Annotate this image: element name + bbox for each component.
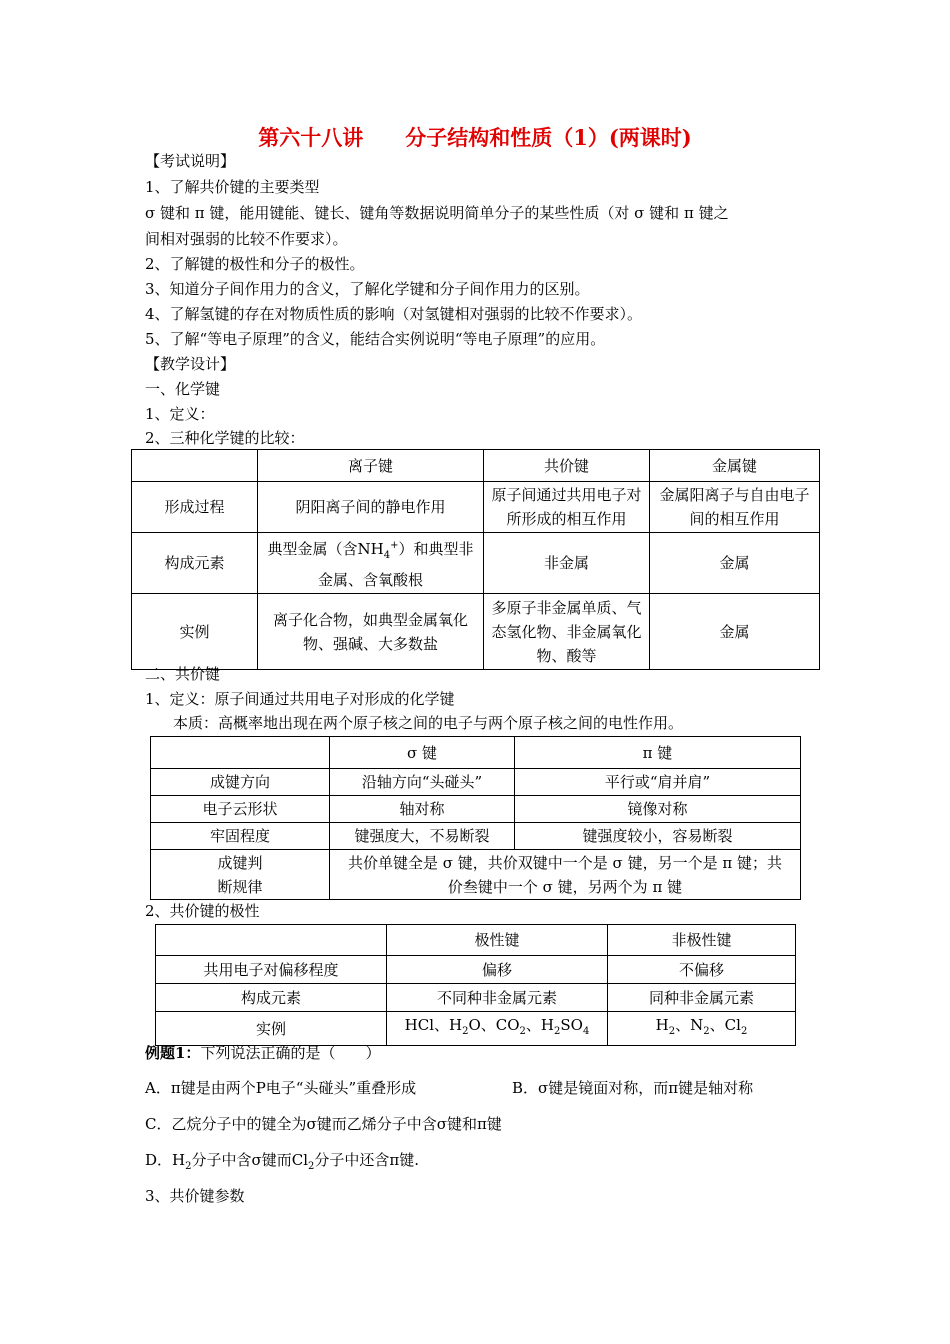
table-cell: 同种非金属元素	[608, 984, 796, 1012]
option-a: A．π键是由两个P电子“头碰头”重叠形成	[145, 1079, 417, 1097]
covalent-essence: 本质：高概率地出现在两个原子核之间的电子与两个原子核之间的电性作用。	[173, 714, 684, 732]
sigma-pi-table	[150, 736, 801, 900]
table-cell: 离子化合物，如典型金属氧化物、强碱、大多数盐	[258, 594, 484, 670]
example-question	[145, 1043, 380, 1063]
table-cell: 偏移	[387, 956, 608, 984]
table-row	[156, 925, 796, 956]
table-row	[151, 769, 801, 796]
example-stem: 下列说法正确的是（ ）	[200, 1044, 381, 1062]
option-b: B．σ键是镜面对称，而π键是轴对称	[512, 1079, 754, 1097]
table-cell	[156, 925, 387, 956]
table-cell: 阴阳离子间的静电作用	[258, 482, 484, 533]
covalent-definition: 1、定义：原子间通过共用电子对形成的化学键	[145, 690, 455, 708]
table-row	[151, 823, 801, 850]
table-cell: 沿轴方向“头碰头”	[330, 769, 515, 796]
table-header: 非极性键	[608, 925, 796, 956]
exam-item-5: 5、了解“等电子原理”的含义，能结合实例说明“等电子原理”的应用。	[145, 330, 606, 348]
row-label: 构成元素	[132, 533, 258, 594]
table-row	[156, 956, 796, 984]
table-cell: 金属	[650, 594, 820, 670]
exam-item-1-detail-cont: 间相对强弱的比较不作要求）。	[145, 230, 348, 248]
table-cell: 原子间通过共用电子对所形成的相互作用	[484, 482, 650, 533]
exam-heading: 【考试说明】	[145, 152, 236, 170]
table-header: 金属键	[650, 450, 820, 482]
table-header: π 键	[515, 737, 801, 769]
example-label: 例题1：	[145, 1044, 201, 1062]
table-header: 离子键	[258, 450, 484, 482]
row-label: 成键判断规律	[151, 850, 330, 900]
params-heading: 3、共价键参数	[145, 1187, 245, 1205]
table-cell: 典型金属（含$NH_4^+$）和典型非金属、含氧酸根	[258, 533, 484, 594]
table-cell	[151, 737, 330, 769]
row-label: 牢固程度	[151, 823, 330, 850]
table-cell: 不偏移	[608, 956, 796, 984]
polarity-heading: 2、共价键的极性	[145, 902, 260, 920]
row-label: 形成过程	[132, 482, 258, 533]
table-cell: 金属	[650, 533, 820, 594]
option-c: C．乙烷分子中的键全为σ键而乙烯分子中含σ键和π键	[145, 1115, 502, 1133]
table-row	[132, 450, 820, 482]
table-row	[132, 533, 820, 594]
table-header: 极性键	[387, 925, 608, 956]
page-title: 第六十八讲 分子结构和性质（1）(两课时)	[258, 125, 692, 150]
table-cell: 共价单键全是 σ 键，共价双键中一个是 σ 键，另一个是 π 键；共价叁键中一个 σ 键，另两个为 π 键	[330, 850, 801, 900]
table-cell: 键强度大，不易断裂	[330, 823, 515, 850]
table-row	[151, 850, 801, 900]
bond-comparison-table	[131, 449, 820, 670]
table-cell: 多原子非金属单质、气态氢化物、非金属氧化物、酸等	[484, 594, 650, 670]
table-cell: 轴对称	[330, 796, 515, 823]
row-label: 实例	[156, 1012, 387, 1046]
section-covalent-bond: 二、共价键	[145, 665, 221, 683]
row-label: 电子云形状	[151, 796, 330, 823]
table-cell: HCl、$H_2O$、$CO_2$、$H_2SO_4$	[387, 1012, 608, 1046]
row-label: 实例	[132, 594, 258, 670]
table-cell: 非金属	[484, 533, 650, 594]
polarity-table	[155, 924, 796, 1046]
exam-item-2: 2、了解键的极性和分子的极性。	[145, 255, 365, 273]
definition-label: 1、定义：	[145, 405, 215, 423]
table-cell: 平行或“肩并肩”	[515, 769, 801, 796]
table-cell: 镜像对称	[515, 796, 801, 823]
exam-item-4: 4、了解氢键的存在对物质性质的影响（对氢键相对强弱的比较不作要求）。	[145, 305, 643, 323]
table-row	[156, 984, 796, 1012]
table-row	[151, 737, 801, 769]
section-chemical-bond: 一、化学键	[145, 380, 221, 398]
comparison-label: 2、三种化学键的比较：	[145, 429, 305, 447]
table-cell: 不同种非金属元素	[387, 984, 608, 1012]
table-row	[132, 482, 820, 533]
table-cell: $H_2$、$N_2$、$Cl_2$	[608, 1012, 796, 1046]
table-row	[132, 594, 820, 670]
table-cell	[132, 450, 258, 482]
exam-item-1: 1、了解共价键的主要类型	[145, 178, 320, 196]
exam-item-1-detail: σ 键和 π 键，能用键能、键长、键角等数据说明简单分子的某些性质（对 σ 键和 π 键之	[145, 204, 729, 222]
row-label: 共用电子对偏移程度	[156, 956, 387, 984]
table-header: σ 键	[330, 737, 515, 769]
design-heading: 【教学设计】	[145, 355, 236, 373]
table-cell: 键强度较小，容易断裂	[515, 823, 801, 850]
table-row	[156, 1012, 796, 1046]
row-label: 构成元素	[156, 984, 387, 1012]
row-label: 成键方向	[151, 769, 330, 796]
table-cell: 金属阳离子与自由电子间的相互作用	[650, 482, 820, 533]
option-d: D．$H_2$分子中含σ键而$Cl_2$分子中还含π键.	[145, 1151, 420, 1172]
table-header: 共价键	[484, 450, 650, 482]
exam-item-3: 3、知道分子间作用力的含义，了解化学键和分子间作用力的区别。	[145, 280, 590, 298]
table-row	[151, 796, 801, 823]
